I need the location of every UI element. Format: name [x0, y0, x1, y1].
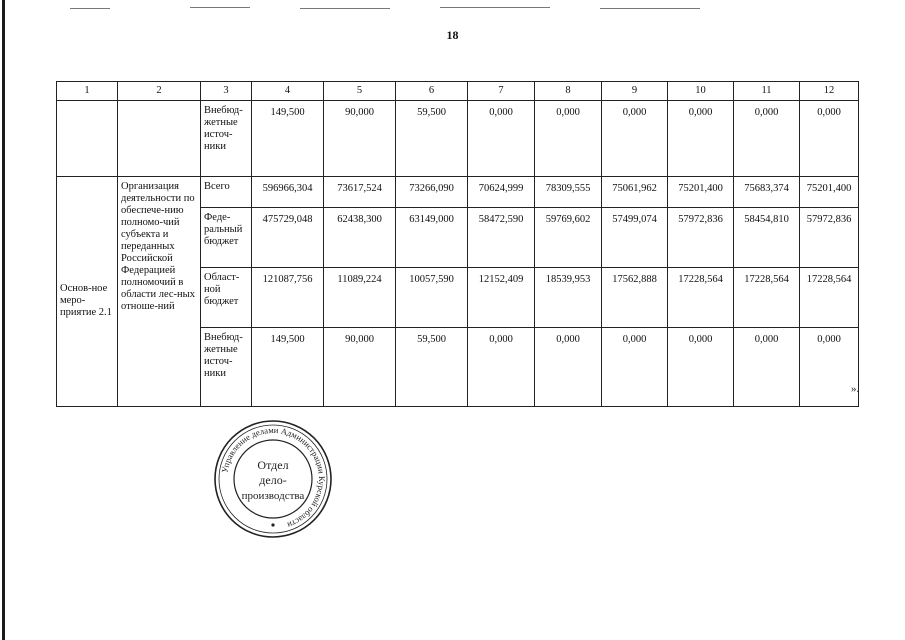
value-cell: 90,000 [324, 101, 396, 177]
value-cell: 0,000 [800, 101, 859, 177]
scan-artifact [190, 7, 250, 8]
column-header: 9 [602, 82, 668, 101]
value-cell: 149,500 [252, 328, 324, 407]
value-cell: 17228,564 [668, 268, 734, 328]
value-cell: 73617,524 [324, 177, 396, 208]
value-cell: 75201,400 [800, 177, 859, 208]
page-number: 18 [446, 28, 459, 42]
column-header: 5 [324, 82, 396, 101]
value-cell: 63149,000 [396, 208, 468, 268]
stamp-dot [271, 523, 274, 526]
budget-table [56, 81, 859, 407]
column-header: 12 [800, 82, 859, 101]
funding-source-label: Внебюд-жетные источ-ники [201, 101, 252, 177]
table-row-total [57, 177, 859, 208]
value-cell: 73266,090 [396, 177, 468, 208]
value-cell: 58454,810 [734, 208, 800, 268]
value-cell: 59769,602 [535, 208, 602, 268]
column-header: 2 [118, 82, 201, 101]
value-cell: 12152,409 [468, 268, 535, 328]
value-cell: 596966,304 [252, 177, 324, 208]
scan-artifact [600, 8, 700, 9]
stamp-center-line: дело- [259, 473, 287, 487]
funding-source-label: Област-ной бюджет [201, 268, 252, 328]
value-cell: 75201,400 [668, 177, 734, 208]
value-cell: 0,000 [668, 328, 734, 407]
activity-name-cell: Основ-ное меро-приятие 2.1 [57, 177, 118, 407]
value-cell: 0,000 [734, 101, 800, 177]
value-cell: 78309,555 [535, 177, 602, 208]
funding-source-label: Феде-ральный бюджет [201, 208, 252, 268]
value-cell: 0,000 [602, 101, 668, 177]
stamp-center-line: производства [241, 490, 305, 502]
value-cell: 0,000 [535, 328, 602, 407]
column-header: 6 [396, 82, 468, 101]
column-header: 7 [468, 82, 535, 101]
value-cell: 57972,836 [800, 208, 859, 268]
funding-source-label: Внебюд-жетные источ-ники [201, 328, 252, 407]
value-cell: 17228,564 [800, 268, 859, 328]
funding-source-label: Всего [201, 177, 252, 208]
value-cell: 75061,962 [602, 177, 668, 208]
stamp-center-line: Отдел [257, 458, 289, 472]
value-cell: 90,000 [324, 328, 396, 407]
value-cell: 57972,836 [668, 208, 734, 268]
column-header: 3 [201, 82, 252, 101]
value-cell: 70624,999 [468, 177, 535, 208]
value-cell: 59,500 [396, 101, 468, 177]
scan-artifact [300, 8, 390, 9]
scan-artifact [70, 8, 110, 9]
closing-quote-mark: ». [851, 383, 860, 395]
value-cell: 0,000 [668, 101, 734, 177]
table-row-carryover-offbudget [57, 101, 859, 177]
column-header: 1 [57, 82, 118, 101]
value-cell: 57499,074 [602, 208, 668, 268]
value-cell: 58472,590 [468, 208, 535, 268]
office-stamp [213, 419, 333, 539]
value-cell: 62438,300 [324, 208, 396, 268]
value-cell: 0,000 [535, 101, 602, 177]
empty-cell [57, 101, 118, 177]
value-cell: 149,500 [252, 101, 324, 177]
value-cell: 17228,564 [734, 268, 800, 328]
value-cell: 475729,048 [252, 208, 324, 268]
column-header: 8 [535, 82, 602, 101]
table-header-row [57, 82, 859, 101]
budget-table-container [56, 81, 859, 407]
column-header: 4 [252, 82, 324, 101]
scan-artifact [440, 7, 550, 8]
value-cell: 0,000 [800, 328, 859, 407]
value-cell: 0,000 [468, 328, 535, 407]
value-cell: 11089,224 [324, 268, 396, 328]
stamp-ring-text: Управление делами Администрации Курской области [219, 424, 328, 531]
value-cell: 10057,590 [396, 268, 468, 328]
value-cell: 18539,953 [535, 268, 602, 328]
value-cell: 17562,888 [602, 268, 668, 328]
value-cell: 0,000 [468, 101, 535, 177]
scan-left-border [2, 0, 5, 640]
activity-description-cell: Организация деятельности по обеспече-нию полномо-чий субъекта и переданных Российской Федерацией полномочий в области лес-ных отноше-ний [118, 177, 201, 407]
value-cell: 121087,756 [252, 268, 324, 328]
value-cell: 0,000 [602, 328, 668, 407]
column-header: 10 [668, 82, 734, 101]
value-cell: 75683,374 [734, 177, 800, 208]
empty-cell [118, 101, 201, 177]
column-header: 11 [734, 82, 800, 101]
value-cell: 59,500 [396, 328, 468, 407]
value-cell: 0,000 [734, 328, 800, 407]
